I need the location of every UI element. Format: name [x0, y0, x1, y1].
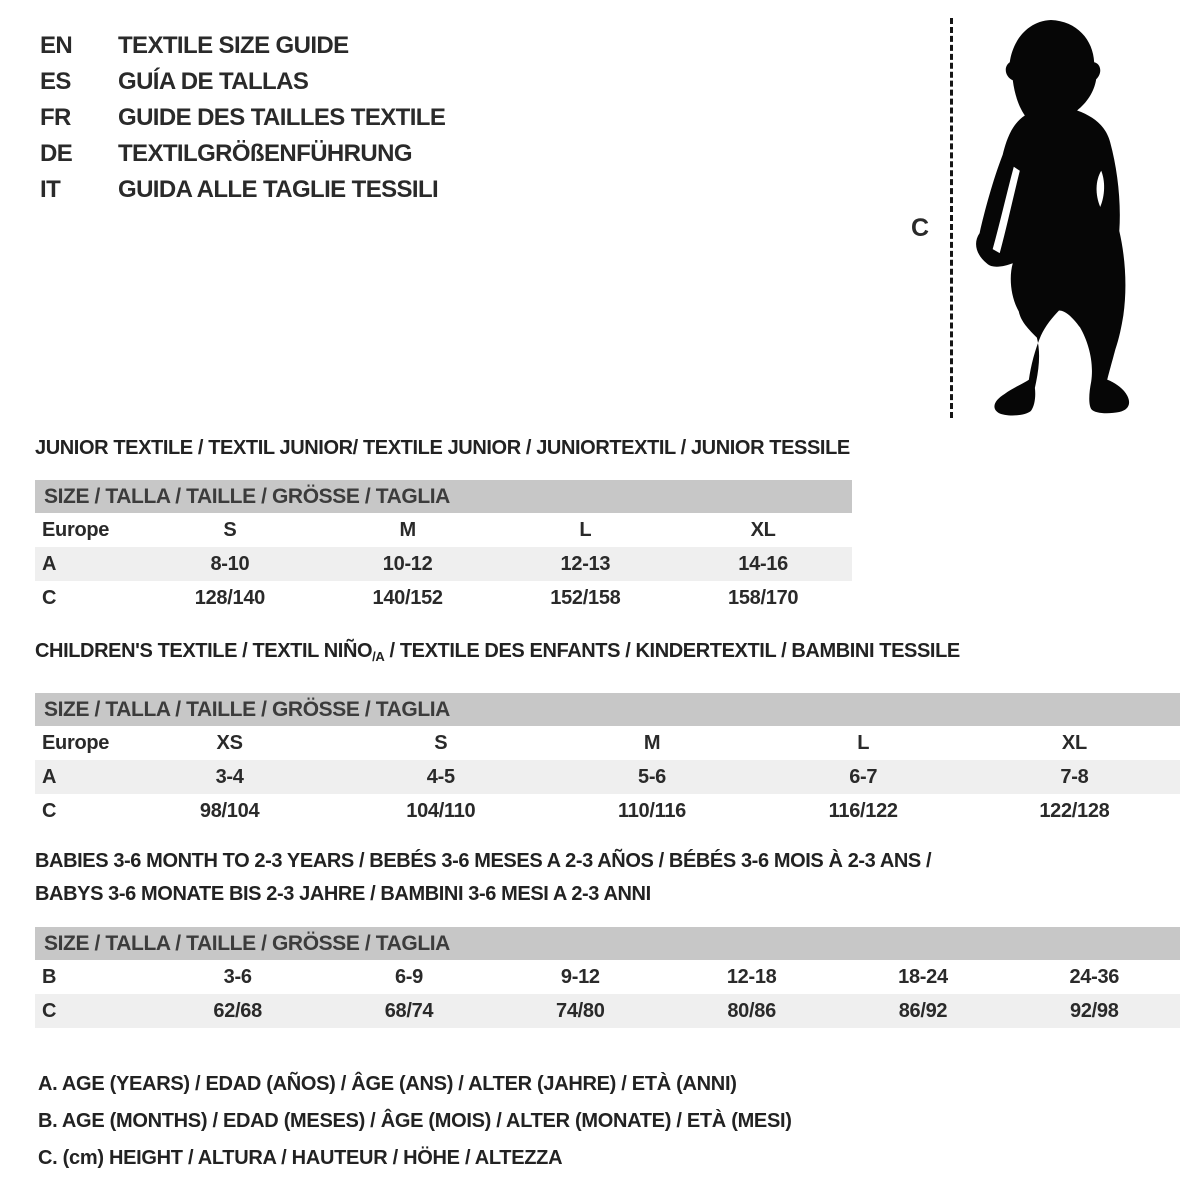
cell-value: 122/128: [1039, 799, 1110, 822]
cell-value: XS: [216, 731, 243, 754]
cell-value: 18-24: [898, 965, 948, 988]
cell-value: 7-8: [1060, 765, 1089, 788]
measure-c-label: C: [911, 214, 930, 242]
row-label: C: [42, 799, 57, 822]
table-row: [35, 760, 1180, 794]
cell-value: S: [223, 518, 237, 541]
cell-value: 140/152: [372, 586, 443, 609]
height-measure-figure: [905, 16, 1167, 424]
section-title: JUNIOR TEXTILE / TEXTIL JUNIOR/ TEXTILE JUNIOR / JUNIORTEXTIL / JUNIOR TESSILE: [35, 437, 850, 459]
cell-value: 110/116: [618, 799, 686, 822]
language-code: ES: [40, 68, 71, 95]
size-table: [35, 726, 1180, 828]
section-title: [35, 845, 1180, 911]
row-label: C: [42, 999, 57, 1022]
legend-line-b: B. AGE (MONTHS) / EDAD (MESES) / ÂGE (MOIS) / ALTER (MONATE) / ETÀ (MESI): [38, 1110, 792, 1132]
language-code: EN: [40, 32, 73, 59]
language-code: DE: [40, 140, 73, 167]
language-title-list: [40, 28, 445, 208]
section-title-subscript: /A: [372, 649, 385, 664]
table-row: [35, 960, 1180, 994]
row-label: A: [42, 765, 57, 788]
section-childrens-textile: [35, 640, 1180, 828]
cell-value: 74/80: [556, 999, 605, 1022]
cell-value: 86/92: [898, 999, 948, 1022]
cell-value: XL: [750, 518, 776, 541]
size-header-bar: SIZE / TALLA / TAILLE / GRÖSSE / TAGLIA: [35, 927, 1180, 960]
language-title: GUIDE DES TAILLES TEXTILE: [118, 104, 446, 131]
cell-value: 98/104: [199, 799, 260, 822]
row-label: Europe: [42, 731, 110, 754]
language-title: GUÍA DE TALLAS: [118, 68, 309, 95]
cell-value: 80/86: [727, 999, 776, 1022]
cell-value: M: [399, 518, 416, 541]
table-row: [35, 794, 1180, 828]
dashed-height-line: [950, 18, 953, 418]
language-row: [40, 136, 445, 172]
cell-value: L: [579, 518, 592, 541]
size-table: [35, 513, 852, 615]
cell-value: 62/68: [213, 999, 262, 1022]
cell-value: 10-12: [382, 552, 433, 575]
legend-line-c: C. (cm) HEIGHT / ALTURA / HAUTEUR / HÖHE / ALTEZZA: [38, 1147, 563, 1169]
language-code: FR: [40, 104, 71, 131]
cell-value: 12-18: [726, 965, 777, 988]
cell-value: 68/74: [384, 999, 434, 1022]
table-row: [35, 547, 852, 581]
cell-value: S: [434, 731, 448, 754]
language-title: TEXTILE SIZE GUIDE: [118, 32, 349, 59]
cell-value: 3-6: [223, 965, 252, 988]
section-title: [35, 640, 1180, 668]
cell-value: 6-7: [849, 765, 878, 788]
cell-value: L: [857, 731, 870, 754]
language-title: GUIDA ALLE TAGLIE TESSILI: [118, 176, 439, 203]
cell-value: 158/170: [728, 586, 799, 609]
section-title-line: BABIES 3-6 MONTH TO 2-3 YEARS / BEBÉS 3-6 MESES A 2-3 AÑOS / BÉBÉS 3-6 MOIS À 2-3 ANS /: [35, 850, 932, 872]
cell-value: 128/140: [194, 586, 265, 609]
table-row: [35, 994, 1180, 1028]
row-label: Europe: [42, 518, 110, 541]
section-junior-textile: [35, 437, 852, 615]
language-code: IT: [40, 176, 61, 203]
section-babies-textile: [35, 845, 1180, 1028]
toddler-silhouette-icon: [971, 18, 1145, 420]
cell-value: 6-9: [394, 965, 423, 988]
cell-value: XL: [1061, 731, 1087, 754]
table-row: [35, 513, 852, 547]
cell-value: 9-12: [560, 965, 600, 988]
row-label: A: [42, 552, 57, 575]
cell-value: M: [643, 731, 661, 754]
cell-value: 116/122: [828, 799, 898, 822]
section-title-text: CHILDREN'S TEXTILE / TEXTIL NIÑO: [35, 640, 373, 662]
row-label: B: [42, 965, 57, 988]
cell-value: 92/98: [1070, 999, 1119, 1022]
section-title-text: / TEXTILE DES ENFANTS / KINDERTEXTIL / BAMBINI TESSILE: [384, 640, 960, 662]
cell-value: 5-6: [638, 765, 667, 788]
table-row: [35, 581, 852, 615]
language-row: [40, 28, 445, 64]
language-row: [40, 64, 445, 100]
section-title-line: BABYS 3-6 MONATE BIS 2-3 JAHRE / BAMBINI 3-6 MESI A 2-3 ANNI: [35, 883, 651, 905]
cell-value: 24-36: [1069, 965, 1120, 988]
language-row: [40, 100, 445, 136]
row-label: C: [42, 586, 57, 609]
cell-value: 4-5: [426, 765, 455, 788]
table-row: [35, 726, 1180, 760]
cell-value: 14-16: [738, 552, 788, 575]
cell-value: 12-13: [560, 552, 611, 575]
cell-value: 152/158: [550, 586, 621, 609]
size-table: [35, 960, 1180, 1028]
cell-value: 104/110: [406, 799, 476, 822]
cell-value: 3-4: [215, 765, 244, 788]
language-row: [40, 172, 445, 208]
legend-line-a: A. AGE (YEARS) / EDAD (AÑOS) / ÂGE (ANS) / ALTER (JAHRE) / ETÀ (ANNI): [38, 1073, 737, 1095]
language-title: TEXTILGRÖßENFÜHRUNG: [118, 140, 412, 167]
cell-value: 8-10: [210, 552, 250, 575]
size-header-bar: SIZE / TALLA / TAILLE / GRÖSSE / TAGLIA: [35, 693, 1180, 726]
size-header-bar: SIZE / TALLA / TAILLE / GRÖSSE / TAGLIA: [35, 480, 852, 513]
legend: [38, 1066, 792, 1177]
